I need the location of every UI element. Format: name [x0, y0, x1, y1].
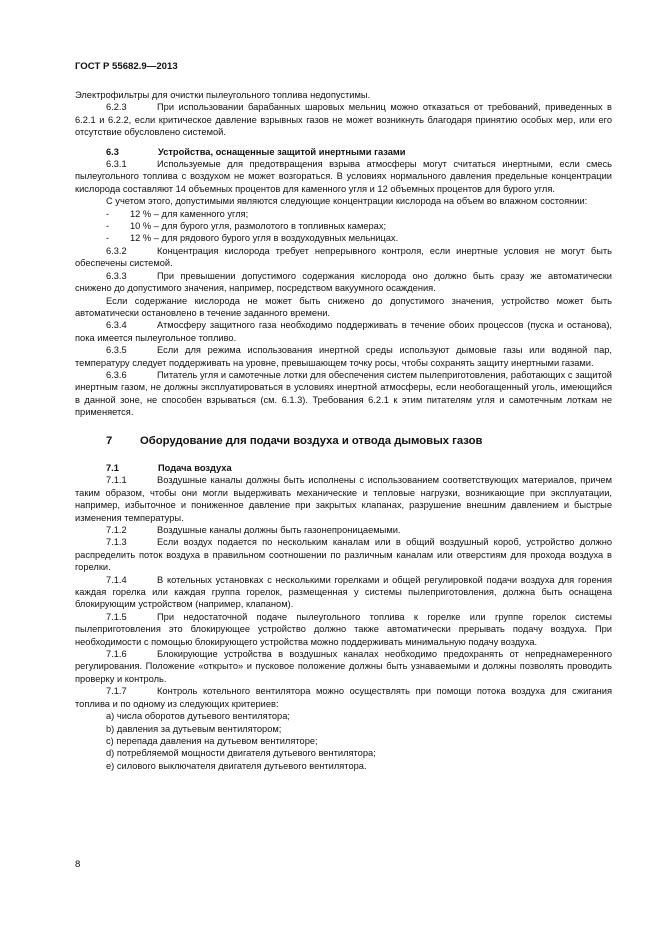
clause-number: 7.1.5 [106, 611, 127, 622]
clause-number: 7.1.1 [106, 475, 127, 486]
clause-text: Атмосферу защитного газа необходимо поддерживать в течение обоих процессов (пуска и останова), пока имеется пылеугольное топливо. [75, 320, 612, 343]
dash-list-item: - 12 % – для рядового бурого угля в воздуходувных мельницах. [106, 233, 399, 244]
chapter-heading-7 [75, 435, 612, 447]
list-item: b) давления за дутьевым вентилятором; [106, 723, 282, 734]
clause-number: 6.3.6 [106, 369, 127, 380]
paragraph-6-3-2 [75, 245, 612, 270]
clause-text: В котельных установках с несколькими горелками и общей регулировкой подачи воздуха для горения каждая горелка или каждая группа горелок, размещенная у системы пылеприготовления, должна быть оснащена блокирующим устройством (например, клапаном). [75, 574, 612, 610]
section-heading-6-3 [75, 146, 612, 158]
clause-text: Если для режима использования инертной среды используют дымовые газы или водяной пар, температуру следует поддерживать на уровне, превышающем точку росы, чтобы сохранять защиту инертными газами. [75, 345, 612, 368]
clause-text: Если воздух подается по нескольким каналам или в общий воздушный короб, устройство должно распределить поток воздуха в правильном соотношении по различным каналам или отверстиям для прохода воздуха в горелки. [75, 537, 612, 573]
clause-number: 7.1.4 [106, 574, 127, 585]
clause-text: Блокирующие устройства в воздушных каналах необходимо предохранять от непреднамеренного регулирования. Положение «открыто» и пусковое положение должны быть узнаваемыми и должны позволять проводить проверку и контроль. [75, 649, 612, 684]
page-number: 8 [75, 859, 81, 870]
chapter-title: Оборудование для подачи воздуха и отвода дымовых газов [140, 434, 483, 447]
paragraph-7-1-2 [75, 524, 612, 536]
section-title: Устройства, оснащенные защитой инертными газами [158, 146, 406, 157]
section-title: Подача воздуха [158, 462, 232, 473]
clause-number: 6.3.5 [106, 345, 127, 356]
paragraph-6-3-1 [75, 158, 612, 195]
clause-number: 6.3.1 [106, 159, 127, 170]
clause-text: Воздушные каналы должны быть исполнены с использованием соответствующих материалов, причем таким образом, чтобы они могли выдерживать механические и тепловые нагрузки, возникающие при эксплуатации, например, избыточное и пониженное давление при закрытых клапанах, разрушение внешним давлением и быстрые изменения температуры. [75, 475, 612, 523]
clause-text: Воздушные каналы должны быть газонепроницаемыми. [157, 525, 401, 535]
paragraph-7-1-7 [75, 685, 612, 710]
section-number: 7.1 [106, 462, 119, 473]
clause-number: 7.1.2 [106, 525, 127, 535]
paragraph-6-3-3 [75, 270, 612, 295]
document-header: ГОСТ Р 55682.9—2013 [75, 61, 178, 72]
clause-text: Используемые для предотвращения взрыва атмосферы могут считаться инертными, если смесь пылеугольного топлива с воздухом не может возгораться. В условиях нормального давления предельные концентрации кислорода составляют 14 объемных процентов для каменного угля и 12 объемных процентов для бурого угля. [75, 159, 612, 194]
paragraph-7-1-5 [75, 611, 612, 648]
paragraph-7-1-3 [75, 536, 612, 573]
dash-list-item: - 10 % – для бурого угля, размолотого в топливных камерах; [106, 221, 387, 232]
paragraph-6-3-6 [75, 369, 612, 419]
clause-number: 6.2.3 [106, 102, 127, 113]
clause-text: Контроль котельного вентилятора можно осуществлять при помощи потока воздуха для сжигания топлива и по одному из следующих критериев: [75, 686, 612, 709]
dash-list-item: - 12 % – для каменного угля; [106, 208, 249, 219]
paragraph-6-2-3 [75, 101, 612, 138]
list-item: a) числа оборотов дутьевого вентилятора; [106, 711, 290, 722]
paragraph-7-1-6 [75, 648, 612, 685]
paragraph-7-1-4 [75, 574, 612, 611]
clause-number: 7.1.6 [106, 649, 127, 660]
dash-item-text: 10 % – для бурого угля, размолотого в топливных камерах; [130, 221, 387, 232]
clause-text: При недостаточной подаче пылеугольного топлива к горелке или группе горелок системы пылеприготовления это блокирующее устройство должно также автоматически прерывать подачу воздуха. При необходимости с помощью блокирующего устройства можно поддерживать минимальную подачу воздуха. [75, 611, 612, 647]
clause-number: 7.1.3 [106, 537, 127, 548]
clause-number: 7.1.7 [106, 686, 127, 697]
chapter-number: 7 [106, 434, 113, 447]
paragraph: С учетом этого, допустимыми являются следующие концентрации кислорода на объем во влажном состоянии: [106, 196, 588, 207]
paragraph-6-3-4 [75, 319, 612, 344]
paragraph-7-1-1 [75, 474, 612, 524]
clause-text: Концентрация кислорода требует непрерывного контроля, если инертные условия не могут быть обеспечены системой. [75, 245, 612, 269]
clause-text: Питатель угля и самотечные лотки для обеспечения систем пылеприготовления, работающих с защитой инертным газом, не должны эксплуатироваться в условиях инертной атмосферы, если необогащенный уголь, имеющийся в данной зоне, не способен взрываться (см. 6.1.3). Требования 6.2.1 к этим питателям угля и самотечным лоткам не применяется. [75, 369, 612, 418]
section-heading-7-1 [75, 462, 612, 474]
list-item: e) силового выключателя двигателя дутьевого вентилятора. [106, 760, 367, 771]
dash-item-text: 12 % – для рядового бурого угля в воздуходувных мельницах. [130, 233, 399, 244]
clause-text: При превышении допустимого содержания кислорода оно должно быть сразу же автоматически снижено до допустимого значения, например, посредством вакуумного осаждения. [75, 270, 612, 294]
clause-number: 6.3.3 [106, 270, 127, 281]
list-item: c) перепада давления на дутьевом вентиляторе; [106, 735, 318, 746]
section-number: 6.3 [106, 146, 119, 157]
paragraph-6-3-5 [75, 344, 612, 369]
clause-text: При использовании барабанных шаровых мельниц можно отказаться от требований, приведенных в 6.2.1 и 6.2.2, если критическое давление взрывных газов не может возникнуть благодаря принятию особых мер, или его отсутствие обусловлено системой. [75, 102, 612, 138]
dash-item-text: 12 % – для каменного угля; [130, 208, 249, 219]
paragraph: Если содержание кислорода не может быть снижено до допустимого значения, устройство может быть автоматически остановлено в течение заданного времени. [75, 295, 612, 318]
clause-number: 6.3.2 [106, 245, 127, 256]
clause-number: 6.3.4 [106, 320, 127, 331]
list-item: d) потребляемой мощности двигателя дутьевого вентилятора; [106, 748, 376, 759]
paragraph: Электрофильтры для очистки пылеугольного топлива недопустимы. [75, 90, 371, 100]
document-body [75, 89, 612, 772]
